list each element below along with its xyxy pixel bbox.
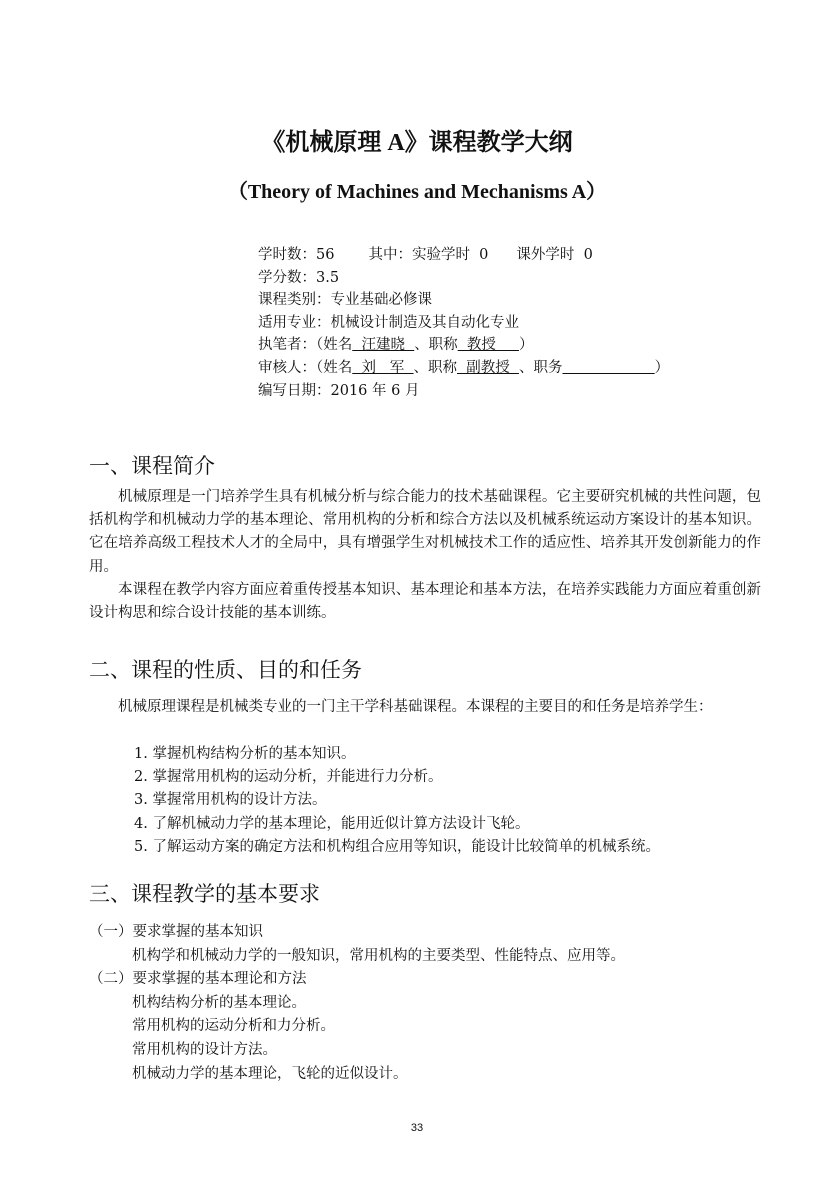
list-item: 常用机构的运动分析和力分析。	[132, 1018, 335, 1035]
section-1-paragraph-2: 本课程在教学内容方面应着重传授基本知识、基本理论和基本方法，在培养实践能力方面应着重创新设计构思和综合设计技能的基本训练。	[89, 582, 761, 622]
info-credits-line: 学分数：3.5	[258, 269, 340, 286]
title-suffix: 课程教学大纲	[428, 128, 573, 156]
section-2-intro: 机械原理课程是机械类专业的一门主干学科基础课程。本课程的主要目的和任务是培养学生：	[118, 699, 713, 715]
objectives-list	[134, 743, 774, 859]
credits-value: 3.5	[316, 269, 340, 286]
info-category-line: 课程类别：专业基础必修课	[258, 292, 432, 309]
list-item: 机构学和机械动力学的一般知识，常用机构的主要类型、性能特点、应用等。	[132, 947, 625, 964]
info-major-line: 适用专业：机械设计制造及其自动化专业	[258, 314, 519, 331]
info-hours-line: 学时数：56 其中：实验学时 0 课外学时 0	[258, 247, 593, 263]
requirements-list	[89, 921, 769, 1086]
info-date-line: 编写日期：2016 年 6 月	[258, 382, 420, 399]
section-1-paragraph-1: 机械原理是一门培养学生具有机械分析与综合能力的技术基础课程。它主要研究机械的共性问题，包括机构学和机械动力学的基本理论、常用机构的分析和综合方法以及机械系统运动方案设计的基本知识。它在培养高级工程技术人才的全局中，具有增强学生对机械技术工作的适应性、培养其开发创新能力的作用。	[89, 489, 761, 575]
section-heading-3: 三、课程教学的基本要求	[89, 882, 320, 906]
list-item: 机构结构分析的基本理论。	[132, 994, 306, 1011]
list-item: 4. 了解机械动力学的基本理论，能用近似计算方法设计飞轮。	[134, 815, 530, 832]
subsection-heading: （一）要求掌握的基本知识	[89, 924, 263, 940]
list-item: 1. 掌握机构结构分析的基本知识。	[134, 746, 356, 762]
list-item: 3. 掌握常用机构的设计方法。	[134, 792, 327, 809]
section-heading-2: 二、课程的性质、目的和任务	[89, 658, 362, 682]
section-heading-1: 一、课程简介	[89, 454, 215, 478]
lab-hours-value: 0	[479, 247, 489, 263]
author-title: 教授	[457, 337, 519, 354]
reviewer-name: 刘 军	[352, 359, 414, 376]
author-name: 汪建晓	[352, 337, 415, 354]
list-item: 常用机构的设计方法。	[132, 1041, 277, 1058]
list-item: 5. 了解运动方案的确定方法和机构组合应用等知识，能设计比较简单的机械系统。	[134, 838, 660, 855]
list-item: 机械动力学的基本理论，飞轮的近似设计。	[132, 1065, 408, 1082]
category-value: 专业基础必修课	[330, 292, 432, 309]
title-bracket-close: 》	[404, 128, 429, 156]
document-subtitle: （Theory of Machines and Mechanisms A）	[227, 181, 607, 203]
course-info-block	[258, 244, 778, 402]
info-author-line: 执笔者：（姓名 汪建晓 、职称 教授 ）	[258, 337, 534, 354]
title-course-name: 机械原理	[285, 128, 382, 156]
list-item: 2. 掌握常用机构的运动分析，并能进行力分析。	[134, 769, 443, 786]
date-value: 2016 年 6 月	[330, 382, 420, 399]
document-title	[0, 126, 834, 159]
info-reviewer-line: 审核人：（姓名 刘 军 、职称 副教授 、职务 ）	[258, 359, 670, 376]
extra-hours-value: 0	[583, 247, 593, 263]
title-bracket-open: 《	[261, 128, 286, 156]
hours-value: 56	[316, 247, 335, 263]
subsection-heading: （二）要求掌握的基本理论和方法	[89, 971, 307, 988]
reviewer-title: 副教授	[457, 359, 519, 376]
page-number: 33	[410, 1122, 424, 1134]
title-course-letter: A	[381, 130, 405, 156]
major-value: 机械设计制造及其自动化专业	[330, 314, 519, 331]
reviewer-post-blank	[562, 360, 654, 376]
